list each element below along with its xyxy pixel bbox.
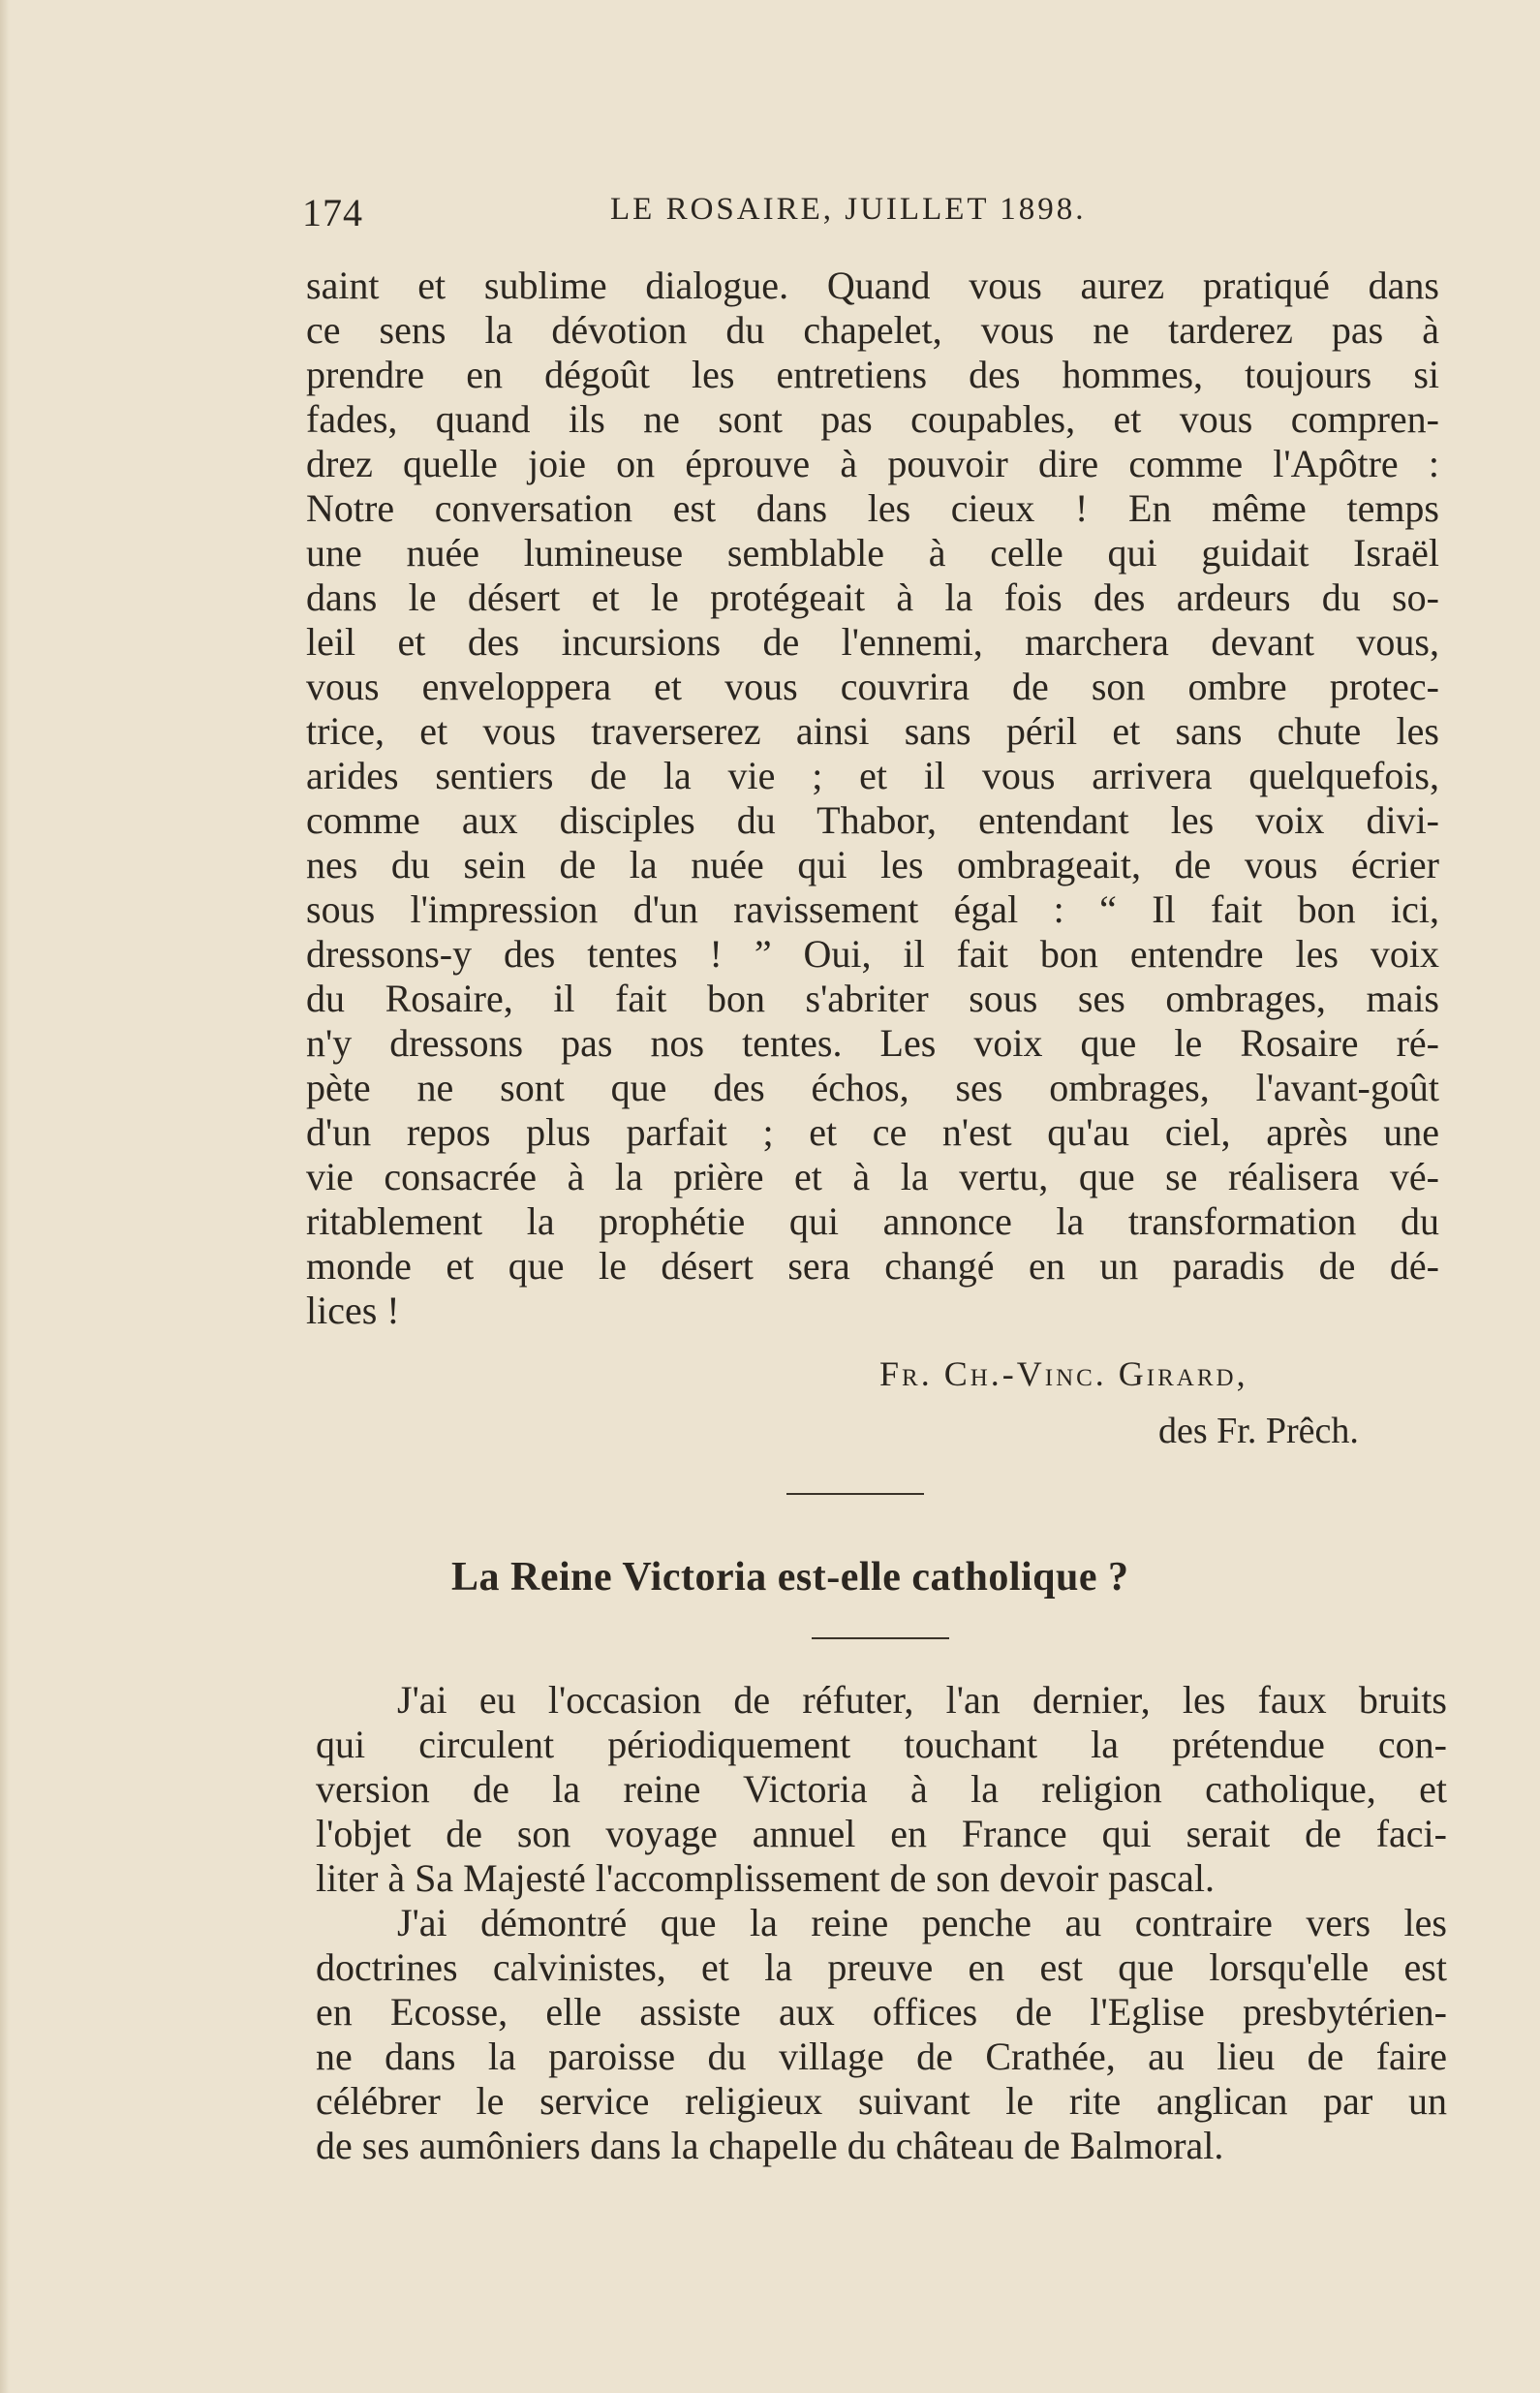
text-line: Notre conversation est dans les cieux ! En même temps xyxy=(306,486,1439,530)
text-line: fades, quand ils ne sont pas coupables, et vous compren- xyxy=(306,397,1439,441)
text-line: arides sentiers de la vie ; et il vous arrivera quelquefois, xyxy=(306,754,1439,797)
article-title: La Reine Victoria est-elle catholique ? xyxy=(451,1555,1129,1600)
text-line: liter à Sa Majesté l'accomplissement de son devoir pascal. xyxy=(316,1856,1216,1900)
text-line: doctrines calvinistes, et la preuve en est que lorsqu'elle est xyxy=(316,1945,1447,1989)
text-line: J'ai eu l'occasion de réfuter, l'an dernier, les faux bruits xyxy=(397,1678,1447,1722)
signature-title: des Fr. Prêch. xyxy=(1158,1411,1359,1451)
page-header xyxy=(302,190,1435,248)
text-line: ce sens la dévotion du chapelet, vous ne tarderez pas à xyxy=(306,308,1439,352)
text-line: dans le désert et le protégeait à la fois des ardeurs du so- xyxy=(306,575,1439,619)
signature-name: Fr. Ch.-Vinc. Girard, xyxy=(879,1354,1248,1393)
text-line: n'y dressons pas nos tentes. Les voix que le Rosaire ré- xyxy=(306,1021,1439,1065)
text-line: ne dans la paroisse du village de Crathée, au lieu de faire xyxy=(316,2035,1447,2078)
text-line: l'objet de son voyage annuel en France qui serait de faci- xyxy=(316,1812,1447,1855)
text-line: une nuée lumineuse semblable à celle qui guidait Israël xyxy=(306,531,1439,575)
text-line: version de la reine Victoria à la religion catholique, et xyxy=(316,1767,1447,1811)
text-line: lices ! xyxy=(306,1289,400,1332)
running-head: LE ROSAIRE, JUILLET 1898. xyxy=(610,192,1087,227)
text-line: comme aux disciples du Thabor, entendant les voix divi- xyxy=(306,798,1439,842)
text-line: leil et des incursions de l'ennemi, marchera devant vous, xyxy=(306,620,1439,664)
text-line: vous enveloppera et vous couvrira de son ombre protec- xyxy=(306,665,1439,708)
text-line: d'un repos plus parfait ; et ce n'est qu'au ciel, après une xyxy=(306,1110,1439,1154)
text-line: prendre en dégoût les entretiens des hommes, toujours si xyxy=(306,353,1439,396)
text-line: célébrer le service religieux suivant le rite anglican par un xyxy=(316,2079,1447,2123)
text-line: en Ecosse, elle assiste aux offices de l'Eglise presbytérien- xyxy=(316,1990,1447,2034)
text-line: qui circulent périodiquement touchant la prétendue con- xyxy=(316,1723,1447,1766)
text-line: sous l'impression d'un ravissement égal : “ Il fait bon ici, xyxy=(306,887,1439,931)
text-line: trice, et vous traverserez ainsi sans péril et sans chute les xyxy=(306,709,1439,753)
section-divider xyxy=(786,1493,924,1495)
text-line: saint et sublime dialogue. Quand vous aurez pratiqué dans xyxy=(306,264,1439,307)
text-line: drez quelle joie on éprouve à pouvoir dire comme l'Apôtre : xyxy=(306,442,1439,485)
text-line: du Rosaire, il fait bon s'abriter sous ses ombrages, mais xyxy=(306,977,1439,1020)
page-edge xyxy=(0,0,10,2393)
page-number: 174 xyxy=(302,191,363,234)
text-line: dressons-y des tentes ! ” Oui, il fait bon entendre les voix xyxy=(306,932,1439,976)
text-line: vie consacrée à la prière et à la vertu, que se réalisera vé- xyxy=(306,1155,1439,1198)
text-line: nes du sein de la nuée qui les ombrageait, de vous écrier xyxy=(306,843,1439,886)
text-line: pète ne sont que des échos, ses ombrages, l'avant-goût xyxy=(306,1066,1439,1109)
text-line: monde et que le désert sera changé en un paradis de dé- xyxy=(306,1244,1439,1288)
text-line: J'ai démontré que la reine penche au contraire vers les xyxy=(397,1901,1447,1944)
text-line: ritablement la prophétie qui annonce la transformation du xyxy=(306,1199,1439,1243)
title-underline-rule xyxy=(812,1637,949,1639)
text-line: de ses aumôniers dans la chapelle du château de Balmoral. xyxy=(316,2124,1224,2167)
